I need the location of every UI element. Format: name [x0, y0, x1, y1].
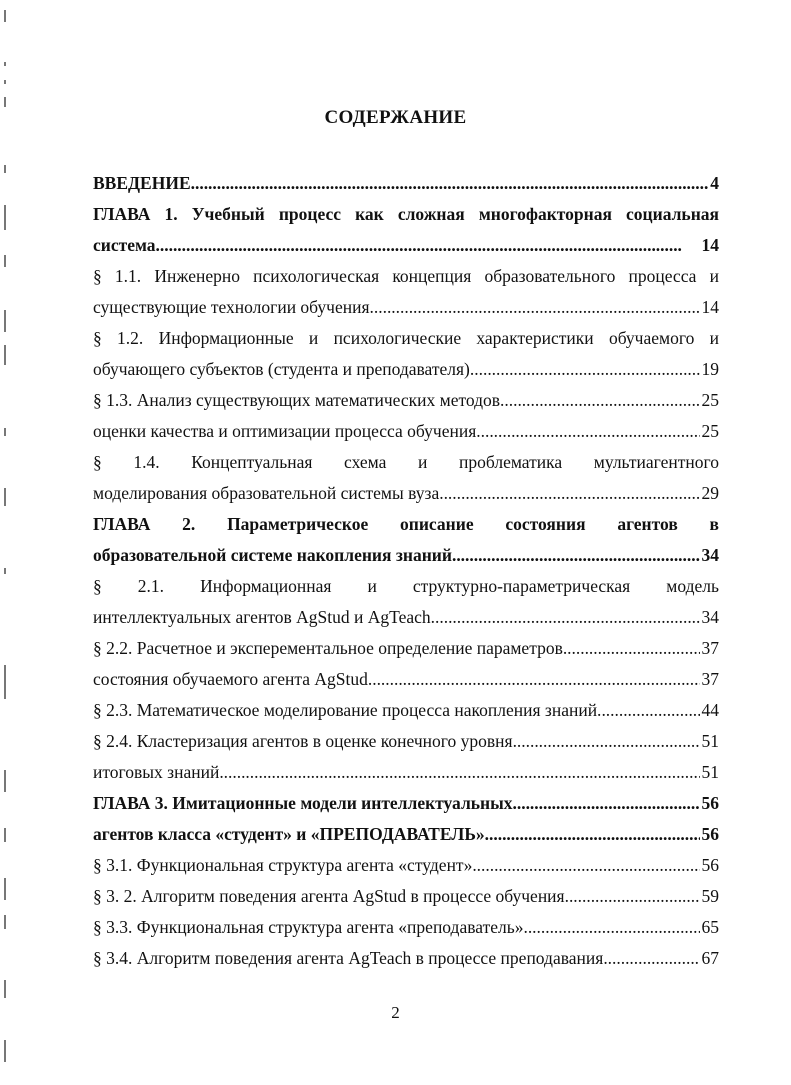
toc-dot-leader — [565, 881, 700, 912]
toc-dot-leader — [439, 478, 699, 509]
toc-entry-text: § 2.2. Расчетное и эксперементальное определение параметров — [93, 638, 563, 658]
toc-entry — [93, 168, 719, 199]
toc-dot-leader — [191, 168, 709, 199]
toc-entry — [93, 850, 719, 881]
toc-entry-text: система — [93, 235, 156, 255]
toc-entry — [93, 757, 719, 788]
toc-entry — [93, 912, 719, 943]
toc-entry-text: обучающего субъектов (студента и преподавателя). — [93, 359, 475, 379]
page-title: СОДЕРЖАНИЕ — [324, 107, 467, 128]
toc-dot-leader — [374, 292, 700, 323]
toc-entry-page: 56 — [701, 824, 719, 844]
toc-entry — [93, 385, 719, 416]
page-number: 2 — [391, 1003, 400, 1022]
toc-dot-leader — [372, 664, 699, 695]
toc-entry-text: § 1.3. Анализ существующих математических методов — [93, 390, 501, 410]
toc-entry — [93, 230, 719, 261]
toc-entry — [93, 819, 719, 850]
table-of-contents — [93, 168, 719, 974]
toc-entry-text: агентов класса «студент» и «ПРЕПОДАВАТЕЛЬ» — [93, 824, 485, 844]
toc-entry-page: 56 — [701, 855, 719, 875]
toc-entry-text: § 3.4. Алгоритм поведения агента AgTeach в процессе преподавания — [93, 948, 604, 968]
toc-entry — [93, 788, 719, 819]
toc-entry-page: 44 — [701, 700, 719, 720]
toc-dot-leader — [472, 850, 699, 881]
toc-entry-page: 4 — [710, 173, 719, 193]
toc-entry — [93, 633, 719, 664]
toc-dot-leader — [500, 385, 699, 416]
toc-entry-text: § 2.4. Кластеризация агентов в оценке конечного уровня — [93, 731, 513, 751]
toc-dot-leader — [452, 540, 700, 571]
toc-entry-page: 37 — [701, 638, 719, 658]
toc-entry-page: 14 — [701, 297, 719, 317]
toc-entry-page: 29 — [701, 483, 719, 503]
toc-entry: § 2.1. Информационная и структурно-параметрическая модель — [93, 576, 719, 596]
toc-entry-text: моделирования образовательной системы вуза — [93, 483, 440, 503]
toc-entry — [93, 602, 719, 633]
toc-entry-text: § 3.3. Функциональная структура агента «преподаватель». — [93, 917, 528, 937]
toc-dot-leader — [528, 912, 700, 943]
toc-dot-leader — [603, 943, 699, 974]
toc-entry-page: 14 — [701, 235, 719, 255]
toc-entry-page: 51 — [701, 762, 719, 782]
toc-entry — [93, 726, 719, 757]
toc-dot-leader — [601, 695, 699, 726]
toc-entry-page: 19 — [701, 359, 719, 379]
toc-entry — [93, 881, 719, 912]
toc-entry — [93, 695, 719, 726]
toc-entry — [93, 416, 719, 447]
toc-entry-page: 56 — [701, 793, 719, 813]
toc-entry: ГЛАВА 2. Параметрическое описание состояния агентов в — [93, 514, 719, 534]
toc-entry-page: 25 — [701, 390, 719, 410]
toc-entry — [93, 354, 719, 385]
scan-margin-marks — [0, 0, 14, 1085]
toc-entry — [93, 664, 719, 695]
toc-entry-page: 34 — [701, 545, 719, 565]
toc-entry-page: 59 — [701, 886, 719, 906]
toc-entry — [93, 540, 719, 571]
toc-entry-page: 34 — [701, 607, 719, 627]
toc-entry-text: образовательной системе накопления знаний — [93, 545, 452, 565]
toc-entry-text: § 2.3. Математическое моделирование процесса накопления знаний. — [93, 700, 602, 720]
toc-entry-text: § 3. 2. Алгоритм поведения агента AgStud в процессе обучения — [93, 886, 565, 906]
toc-entry-page: 51 — [701, 731, 719, 751]
toc-dot-leader — [219, 757, 699, 788]
toc-dot-leader — [513, 788, 700, 819]
toc-entry-text: ГЛАВА 3. Имитационные модели интеллектуальных — [93, 793, 513, 813]
toc-dot-leader — [474, 354, 699, 385]
toc-dot-leader — [435, 602, 699, 633]
toc-entry-text: итоговых знаний — [93, 762, 220, 782]
toc-entry-text: интеллектуальных агентов AgStud и AgTeach. — [93, 607, 436, 627]
toc-entry — [93, 478, 719, 509]
toc-dot-leader — [156, 230, 700, 261]
toc-entry-page: 25 — [701, 421, 719, 441]
toc-entry: § 1.1. Инженерно психологическая концепция образовательного процесса и — [93, 266, 719, 286]
toc-dot-leader — [476, 416, 699, 447]
toc-entry: § 1.4. Концептуальная схема и проблематика мультиагентного — [93, 452, 719, 472]
toc-entry-text: оценки качества и оптимизации процесса обучения — [93, 421, 477, 441]
toc-entry-text: существующие технологии обучения. — [93, 297, 374, 317]
toc-entry-page: 37 — [701, 669, 719, 689]
toc-dot-leader — [563, 633, 700, 664]
toc-entry — [93, 943, 719, 974]
toc-entry-page: 65 — [701, 917, 719, 937]
toc-entry-text: ВВЕДЕНИЕ — [93, 173, 191, 193]
toc-entry: § 1.2. Информационные и психологические характеристики обучаемого и — [93, 328, 719, 348]
toc-entry — [93, 292, 719, 323]
toc-entry-text: § 3.1. Функциональная структура агента «студент» — [93, 855, 473, 875]
toc-entry: ГЛАВА 1. Учебный процесс как сложная многофакторная социальная — [93, 204, 719, 224]
toc-entry-text: состояния обучаемого агента AgStud. — [93, 669, 373, 689]
toc-dot-leader — [513, 726, 700, 757]
toc-dot-leader — [485, 819, 700, 850]
toc-entry-page: 67 — [701, 948, 719, 968]
